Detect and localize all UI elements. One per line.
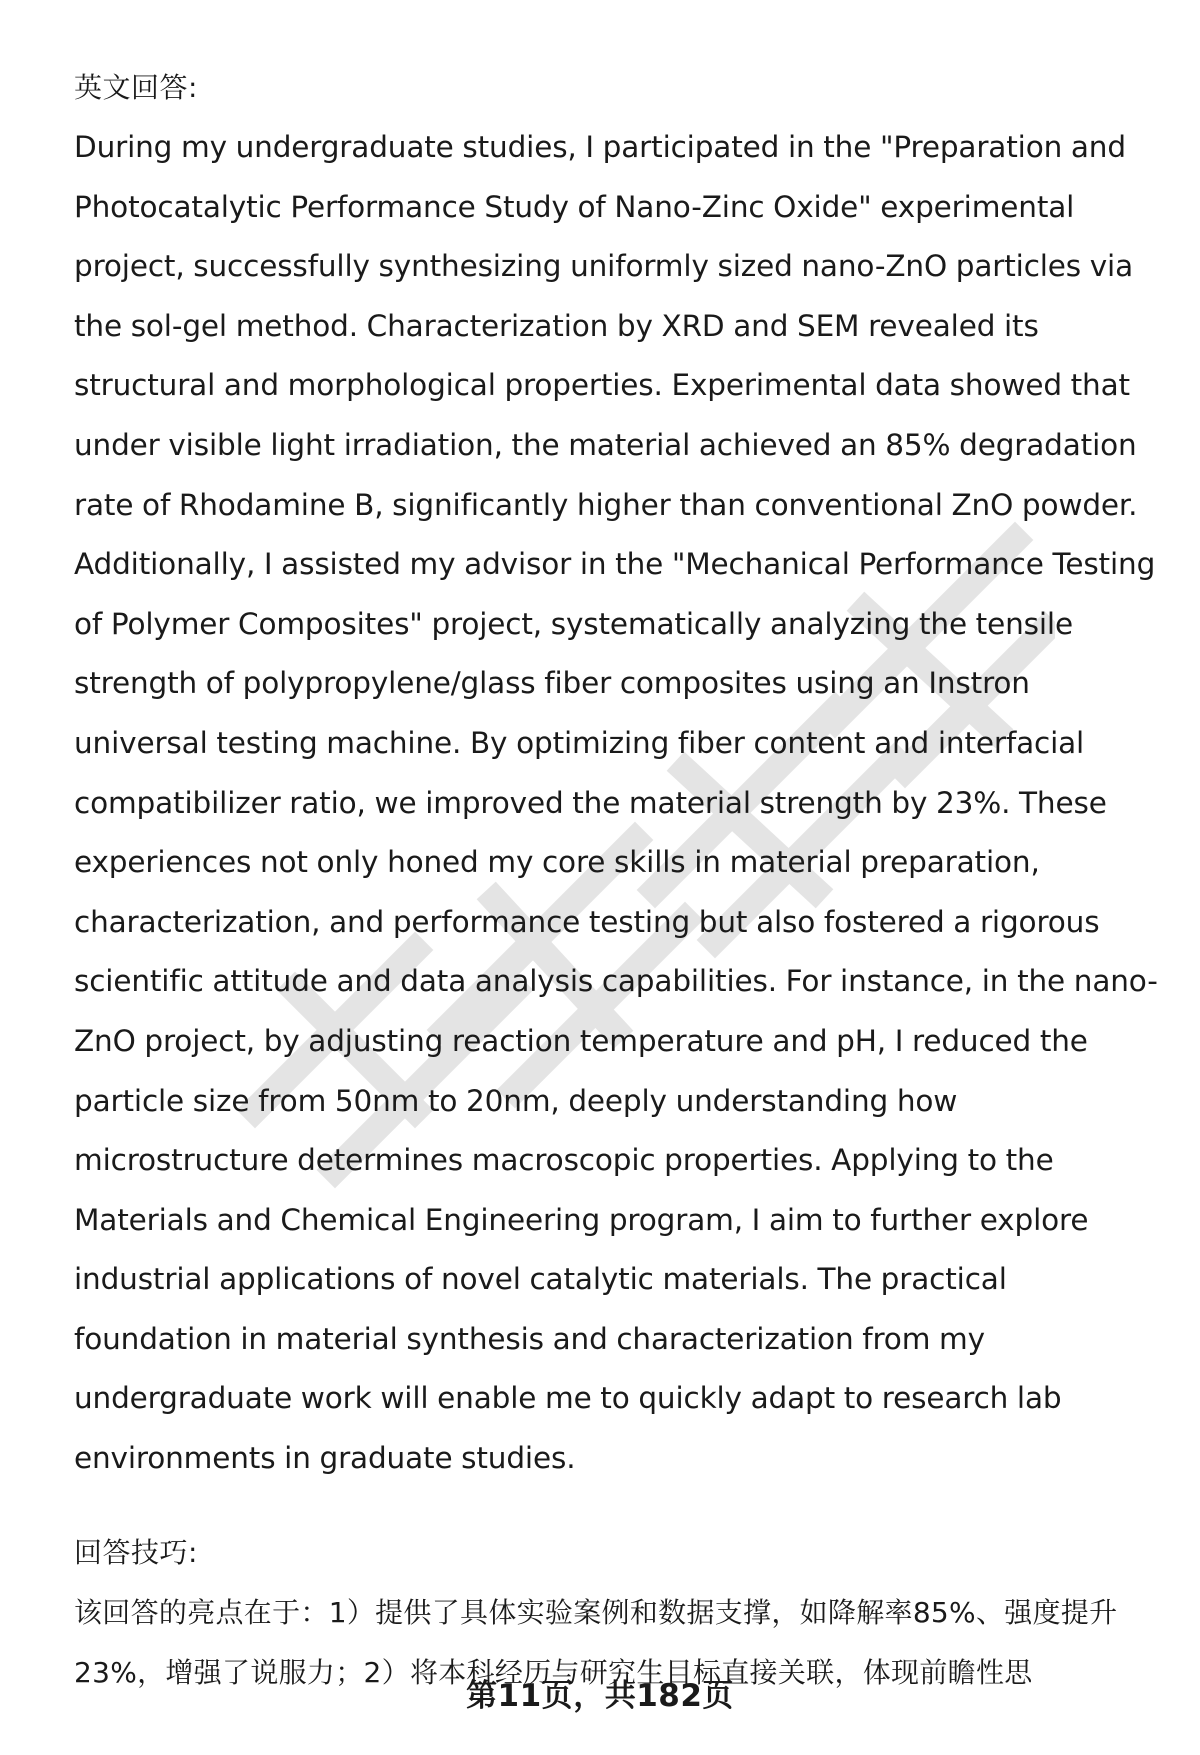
english-answer-heading: 英文回答: [74,71,198,104]
section-spacer [74,1489,1164,1523]
content-area [74,58,1164,1703]
tips-heading: 回答技巧: [74,1535,198,1569]
tips-body: 该回答的亮点在于：1）提供了具体实验案例和数据支撑，如降解率85%、强度提升23%，增强了说服力；2）将本科经历与研究生目标直接关联，体现前瞻性思 [74,1595,1118,1689]
english-answer-body: During my undergraduate studies, I participated in the "Preparation and Photocatalytic Performance Study of Nano-Zinc Oxide" experimental project, successfully synthesizing uniformly sized nano-ZnO particles via the sol-gel method. Characterization by XRD and SEM revealed its structural and morphological properties. Experimental data showed that under visible light irradiation, the material achieved an 85% degradation rate of Rhodamine B, significantly higher than conventional ZnO powder. Additionally, I assisted my advisor in the "Mechanical Performance Testing of Polymer Composites" project, systematically analyzing the tensile strength of polypropylene/glass fiber composites using an Instron universal testing machine. By optimizing fiber content and interfacial compatibilizer ratio, we improved the material strength by 23%. These experiences not only honed my core skills in material preparation, characterization, and performance testing but also fostered a rigorous scientific attitude and data analysis capabilities. For instance, in the nano-ZnO project, by adjusting reaction temperature and pH, I reduced the particle size from 50nm to 20nm, deeply understanding how microstructure determines macroscopic properties. Applying to the Materials and Chemical Engineering program, I aim to further explore industrial applications of novel catalytic materials. The practical foundation in material synthesis and characterization from my undergraduate work will enable me to quickly adapt to research lab environments in graduate studies. [74,130,1158,1476]
page-number: 第11页，共182页 [466,1678,734,1714]
